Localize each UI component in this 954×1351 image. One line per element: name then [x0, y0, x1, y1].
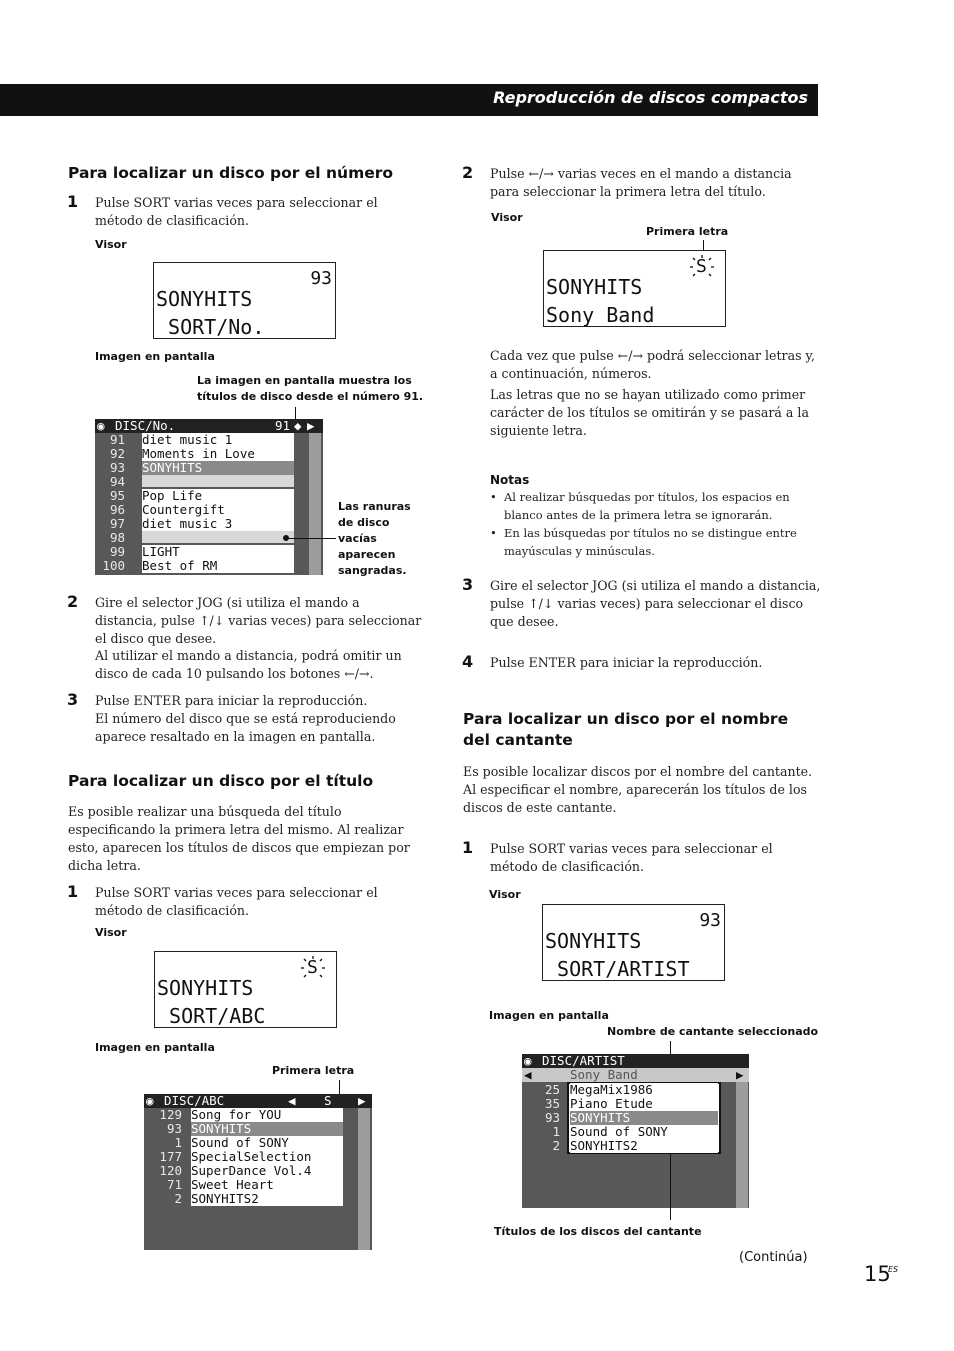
callout-text: Primera letra — [272, 1064, 355, 1077]
screen-disc-artist — [522, 1054, 749, 1208]
note-item: En las búsquedas por títulos no se distingue entre mayúsculas y minúsculas. — [504, 526, 797, 558]
blink-icon — [301, 956, 325, 980]
row-number: 95 — [109, 488, 125, 503]
callout-text: Las ranuras de disco vacías aparecen sangradas. — [338, 500, 411, 577]
row-number: 93 — [166, 1121, 182, 1136]
row-number: 120 — [159, 1163, 182, 1178]
step-text: Pulse ←/→ varias veces en el mando a distancia para seleccionar la primera letra del título. — [490, 166, 792, 199]
note-item: Al realizar búsquedas por títulos, los espacios en blanco antes de la primera letra se ignorarán. — [504, 490, 790, 522]
visor-label: Visor — [95, 926, 127, 939]
callout-text: Nombre de cantante seleccionado — [607, 1025, 819, 1038]
row-title: Moments in Love — [142, 447, 294, 461]
lcd-line2: SORT/ARTIST — [545, 957, 690, 981]
lcd-letter: S — [307, 957, 318, 978]
step-number: 1 — [462, 838, 474, 857]
row-number: 177 — [159, 1149, 182, 1164]
row-title: Sweet Heart — [191, 1178, 343, 1192]
row-number: 25 — [544, 1082, 560, 1097]
callout-text: La imagen en pantalla muestra los títulos de disco desde el número 91. — [197, 374, 424, 403]
row-number: 99 — [109, 544, 125, 559]
row-title: Pop Life — [142, 489, 294, 503]
callout-dot — [283, 535, 289, 541]
row-title-empty — [142, 531, 294, 543]
arrow-right-icon: ▶ — [358, 1093, 366, 1108]
step-text: Pulse ENTER para iniciar la reproducción. — [490, 655, 763, 670]
row-title-empty — [142, 475, 294, 487]
step-text: Pulse SORT varias veces para seleccionar el método de clasificación. — [490, 841, 773, 874]
step-number: 3 — [67, 690, 79, 709]
callout-text: Primera letra — [646, 225, 729, 238]
row-number: 35 — [544, 1096, 560, 1111]
row-title-selected: SONYHITS — [142, 461, 294, 475]
step-number: 3 — [462, 575, 474, 594]
lcd-line2: Sony Band — [546, 303, 655, 327]
section-heading-number: Para localizar un disco por el número — [68, 164, 394, 182]
step-number: 2 — [462, 163, 474, 182]
callout-line — [286, 538, 336, 539]
blink-icon — [690, 255, 714, 279]
row-number: 71 — [166, 1177, 182, 1192]
page-number: 15 — [864, 1262, 891, 1286]
row-number: 129 — [159, 1107, 182, 1122]
step-number: 4 — [462, 652, 474, 671]
row-title: SONYHITS2 — [570, 1139, 718, 1153]
bullet-icon: • — [490, 490, 497, 504]
arrow-left-icon: ◀ — [524, 1067, 532, 1082]
section-heading-artist: Para localizar un disco por el nombre del cantante — [463, 710, 789, 749]
screen-header-icon: ◉ — [97, 418, 105, 433]
step-text: Al utilizar el mando a distancia, podrá omitir un disco de cada 10 pulsando los botones ←/→. — [95, 648, 402, 681]
visor-label: Visor — [489, 888, 521, 901]
row-number: 100 — [102, 558, 125, 573]
row-title-selected: SONYHITS — [191, 1122, 343, 1136]
paragraph: Es posible realizar una búsqueda del título especificando la primera letra del mismo. Al realizar esto, aparecen los títulos de discos que empiezan por dicha letra. — [68, 804, 410, 873]
lcd-display — [154, 951, 337, 1028]
row-title: Sound of SONY — [570, 1125, 718, 1139]
paragraph: Cada vez que pulse ←/→ podrá seleccionar letras y, a continuación, números. — [490, 348, 815, 381]
row-number: 97 — [109, 516, 125, 531]
screen-header-title: DISC/ARTIST — [542, 1053, 625, 1068]
row-title: SONYHITS2 — [191, 1192, 343, 1206]
screen-label: Imagen en pantalla — [95, 1041, 215, 1054]
row-title: Best of RM — [142, 559, 294, 573]
screen-header-icon: ◉ — [524, 1053, 532, 1068]
arrow-right-icon: ▶ — [736, 1067, 744, 1082]
section-heading-title: Para localizar un disco por el título — [68, 772, 374, 790]
step-text: Pulse ENTER para iniciar la reproducción. — [95, 693, 368, 708]
lcd-number: 93 — [310, 268, 332, 289]
row-title: Sound of SONY — [191, 1136, 343, 1150]
visor-label: Visor — [491, 211, 523, 224]
arrow-icon: ◆ — [294, 418, 302, 433]
lcd-letter: S — [696, 256, 707, 277]
callout-text: Títulos de los discos del cantante — [494, 1225, 702, 1238]
step-text: Gire el selector JOG (si utiliza el mando a distancia, pulse ↑/↓ varias veces) para seleccionar el disco que desee. — [490, 578, 821, 629]
row-number: 93 — [109, 460, 125, 475]
step-text: Pulse SORT varias veces para seleccionar el método de clasificación. — [95, 195, 378, 228]
row-title: LIGHT — [142, 545, 294, 559]
arrow-right-icon: ▶ — [307, 418, 315, 433]
screen-header-num: 91 — [275, 418, 291, 433]
lcd-number: 93 — [699, 910, 721, 931]
lcd-line2: SORT/No. — [156, 315, 265, 339]
lcd-display — [543, 250, 726, 327]
row-title: Song for YOU — [191, 1108, 343, 1122]
row-number: 1 — [174, 1135, 182, 1150]
lcd-line1: SONYHITS — [545, 929, 642, 953]
row-title-selected: SONYHITS — [570, 1111, 718, 1125]
screen-header-title: DISC/ABC — [164, 1093, 225, 1108]
scrollbar — [358, 1108, 370, 1250]
row-title: SpecialSelection — [191, 1150, 343, 1164]
step-text: Gire el selector JOG (si utiliza el mando a distancia, pulse ↑/↓ varias veces) para seleccionar el disco que desee. — [95, 595, 422, 646]
screen-disc-no — [95, 419, 323, 575]
continues-label: (Continúa) — [739, 1250, 808, 1265]
lcd-line2: SORT/ABC — [157, 1004, 266, 1028]
lcd-display — [153, 262, 336, 339]
scrollbar — [736, 1082, 748, 1208]
visor-label: Visor — [95, 238, 127, 251]
notes-title: Notas — [490, 473, 530, 487]
scrollbar — [309, 433, 321, 575]
callout-line — [670, 1154, 671, 1220]
row-title: SuperDance Vol.4 — [191, 1164, 343, 1178]
row-title: Countergift — [142, 503, 294, 517]
row-number: 96 — [109, 502, 125, 517]
step-number: 1 — [67, 882, 79, 901]
bullet-icon: • — [490, 526, 497, 540]
row-number: 93 — [544, 1110, 560, 1125]
row-title: Piano Etude — [570, 1097, 718, 1111]
row-number: 94 — [109, 474, 125, 489]
lcd-line1: SONYHITS — [157, 976, 254, 1000]
lcd-line1: SONYHITS — [156, 287, 253, 311]
lcd-line1: SONYHITS — [546, 275, 643, 299]
step-number: 1 — [67, 192, 79, 211]
lcd-display — [542, 904, 725, 981]
screen-header-letter: S — [324, 1093, 332, 1108]
row-number: 91 — [109, 432, 125, 447]
row-number: 1 — [552, 1124, 560, 1139]
page-header-title: Reproducción de discos compactos — [493, 88, 808, 107]
arrow-left-icon: ◀ — [288, 1093, 296, 1108]
header-bar — [0, 84, 818, 116]
row-number: 92 — [109, 446, 125, 461]
row-number: 2 — [552, 1138, 560, 1153]
row-title: diet music 1 — [142, 433, 294, 447]
screen-label: Imagen en pantalla — [489, 1009, 609, 1022]
step-text: El número del disco que se está reproduciendo aparece resaltado en la imagen en pantalla. — [95, 711, 396, 744]
row-number: 2 — [174, 1191, 182, 1206]
screen-disc-abc — [144, 1094, 372, 1250]
step-number: 2 — [67, 592, 79, 611]
screen-label: Imagen en pantalla — [95, 350, 215, 363]
page-lang: ES — [888, 1265, 899, 1274]
row-title: diet music 3 — [142, 517, 294, 531]
paragraph: Es posible localizar discos por el nombre del cantante. Al especificar el nombre, aparecerán los títulos de los discos de este cantante. — [463, 764, 813, 815]
screen-header-icon: ◉ — [146, 1093, 154, 1108]
screen-header-title: DISC/No. — [115, 418, 176, 433]
row-title: MegaMix1986 — [570, 1083, 718, 1097]
paragraph: Las letras que no se hayan utilizado como primer carácter de los títulos se omitirán y se pasará a la siguiente letra. — [490, 387, 809, 438]
row-number: 98 — [109, 530, 125, 545]
artist-name: Sony Band — [570, 1067, 638, 1082]
step-text: Pulse SORT varias veces para seleccionar el método de clasificación. — [95, 885, 378, 918]
